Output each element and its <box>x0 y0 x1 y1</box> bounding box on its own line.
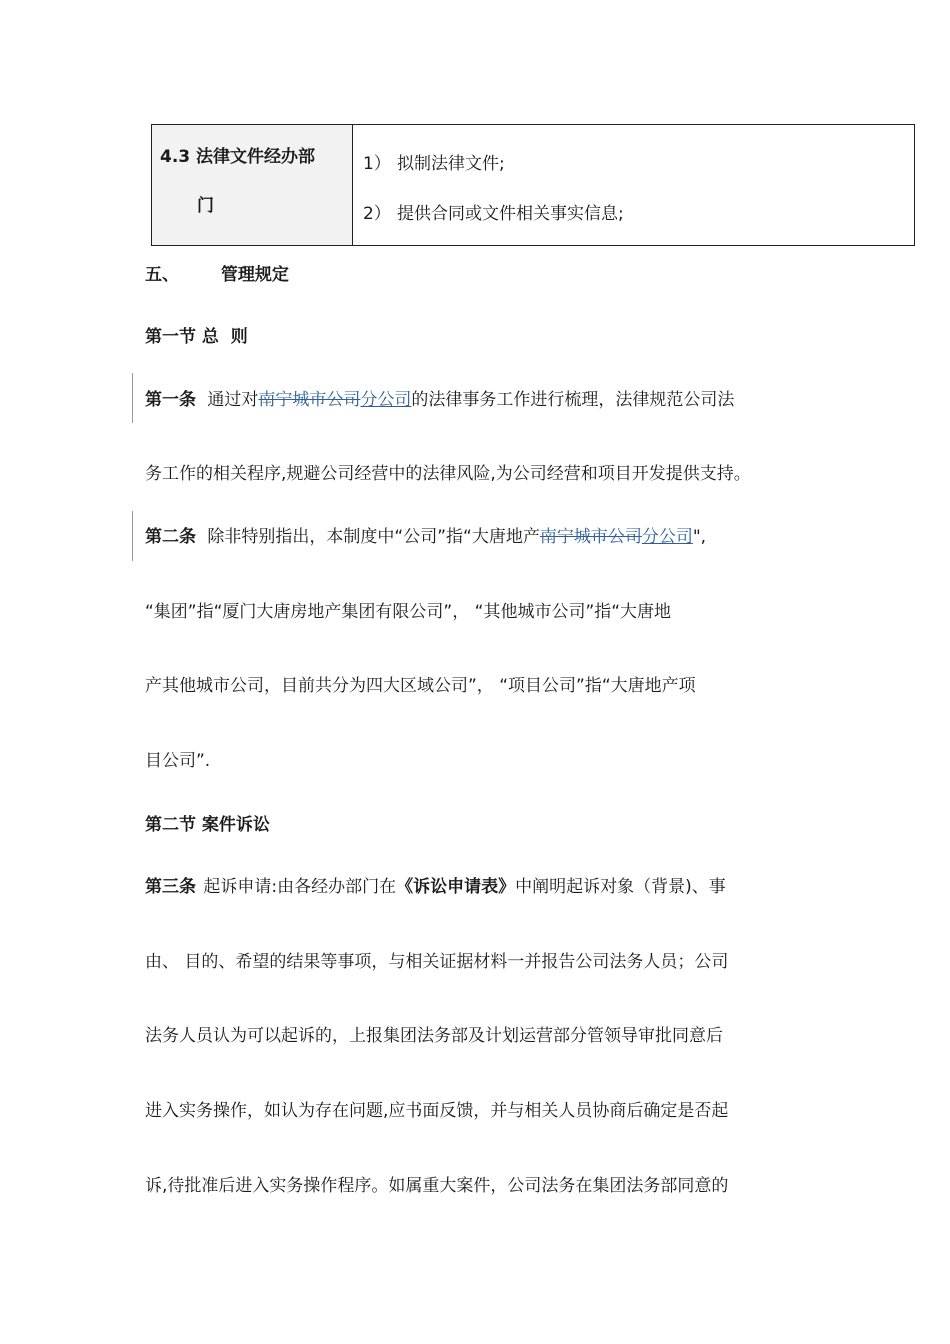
article-label: 第一条 <box>145 390 196 410</box>
change-bar <box>132 373 133 423</box>
form-name: 《诉讼申请表》 <box>396 877 516 897</box>
table-duties-cell <box>353 125 914 245</box>
duty-number: 2） <box>363 204 391 224</box>
article-3-line <box>145 875 726 899</box>
tracked-insertion: 分公司 <box>360 390 412 410</box>
table-cell-title: 4.3 法律文件经办部 <box>160 147 316 167</box>
article-text: ", <box>692 527 707 547</box>
change-bar <box>132 511 133 561</box>
article-3-line: 进入实务操作，如认为存在问题,应书面反馈，并与相关人员协商后确定是否起 <box>145 1101 729 1121</box>
duty-item <box>363 149 505 174</box>
article-text: 通过对 <box>207 390 259 410</box>
table-header-cell <box>152 125 353 245</box>
duty-text: 拟制法律文件; <box>397 154 505 174</box>
article-2-line <box>145 525 706 549</box>
tracked-deletion: 南宁城市公司 <box>539 527 642 547</box>
article-3-line: 诉,待批准后进入实务操作程序。如属重大案件，公司法务在集团法务部同意的 <box>145 1176 729 1196</box>
duty-number: 1） <box>363 154 391 174</box>
article-text: 的法律事务工作进行梳理，法律规范公司法 <box>411 390 735 410</box>
article-text: 中阐明起诉对象（背景)、事 <box>515 877 726 897</box>
article-label: 第二条 <box>145 527 196 547</box>
chapter-heading: 第一节 总 则 <box>145 327 248 347</box>
section-title: 管理规定 <box>220 265 289 285</box>
chapter-heading: 第二节 案件诉讼 <box>145 815 270 835</box>
article-label: 第三条 <box>145 877 196 897</box>
tracked-deletion: 南宁城市公司 <box>258 390 361 410</box>
responsibility-table <box>151 124 915 246</box>
table-cell-title-continued: 门 <box>197 196 214 216</box>
article-3-line: 由、 目的、希望的结果等事项，与相关证据材料一并报告公司法务人员；公司 <box>145 952 729 972</box>
article-1-line <box>145 388 734 412</box>
article-3-line: 法务人员认为可以起诉的，上报集团法务部及计划运营部分管领导审批同意后 <box>145 1026 723 1046</box>
duty-item <box>363 199 624 224</box>
article-text: 起诉申请:由各经办部门在 <box>203 877 397 897</box>
tracked-insertion: 分公司 <box>641 527 693 547</box>
article-2-line: 目公司”. <box>145 751 211 771</box>
article-2-line: “集团”指“厦门大唐房地产集团有限公司”， “其他城市公司”指“大唐地 <box>145 602 672 622</box>
duty-text: 提供合同或文件相关事实信息; <box>397 204 624 224</box>
article-2-line: 产其他城市公司，目前共分为四大区域公司”， “项目公司”指“大唐地产项 <box>145 676 696 696</box>
section-number: 五、 <box>145 265 179 285</box>
article-text: 除非特别指出，本制度中“公司”指“大唐地产 <box>207 527 540 547</box>
article-1-line: 务工作的相关程序,规避公司经营中的法律风险,为公司经营和项目开发提供支持。 <box>145 464 751 484</box>
section-heading <box>145 263 289 287</box>
